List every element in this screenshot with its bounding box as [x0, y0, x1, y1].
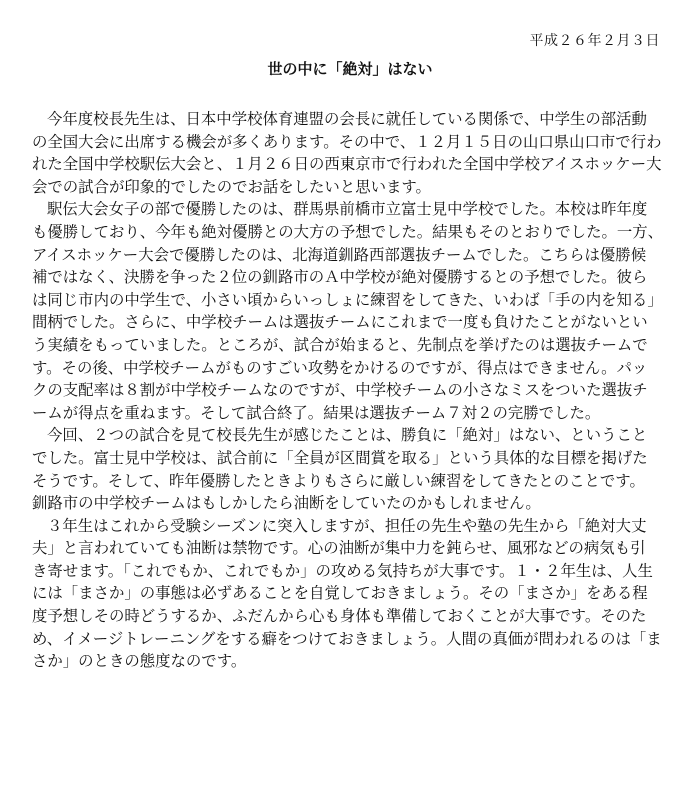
document-title: 世の中に「絶対」はない	[267, 60, 433, 78]
text-line: も優勝しており、今年も絶対優勝との大方の予想でした。結果もそのとおりでした。一方、	[32, 222, 664, 241]
paragraph-4	[32, 515, 672, 673]
text-line: 駅伝大会女子の部で優勝したのは、群馬県前橋市立富士見中学校でした。本校は昨年度	[47, 200, 648, 219]
paragraph-3	[32, 424, 672, 514]
text-line: アイスホッケー大会で優勝したのは、北海道釧路西部選抜チームでした。こちらは優勝候	[32, 245, 647, 264]
text-line: は同じ市内の中学生で、小さい頃からいっしょに練習をしてきた、いわば「手の内を知る」	[32, 290, 663, 309]
text-line: には「まさか」の事態は必ずあることを自覚しておきましょう。その「まさか」をある程	[32, 584, 648, 603]
text-line: ３年生はこれから受験シーズンに突入しますが、担任の先生や塾の先生から「絶対大丈	[47, 516, 647, 535]
text-line: そうです。そして、昨年優勝したときよりもさらに厳しい練習をしてきたとのことです。	[32, 471, 645, 490]
text-line: 度予想しその時どうするか、ふだんから心も身体も準備しておくことが大事です。そのた	[32, 607, 647, 626]
text-line: でした。富士見中学校は、試合前に「全員が区間賞を取る」という具体的な目標を掲げた	[32, 448, 648, 467]
text-line: き寄せます。「これでもか、これでもか」の攻める気持ちが大事です。１・２年生は、人生	[32, 561, 653, 580]
text-line: 補ではなく、決勝を争った２位の釧路市のＡ中学校が絶対優勝するとの予想でした。彼ら	[32, 268, 648, 287]
paragraph-1	[32, 108, 672, 198]
text-line: クの支配率は８割が中学校チームなのですが、中学校チームの小さなミスをついた選抜チ	[32, 381, 648, 400]
text-line: の全国大会に出席する機会が多くあります。その中で、１２月１５日の山口県山口市で行わ	[32, 132, 662, 151]
text-line: ームが得点を重ねます。そして試合終了。結果は選抜チーム７対２の完勝でした。	[32, 403, 601, 422]
text-line: 今年度校長先生は、日本中学校体育連盟の会長に就任している関係で、中学生の部活動	[47, 110, 647, 128]
text-line: う実績をもっていました。ところが、試合が始まると、先制点を挙げたのは選抜チームで	[32, 335, 648, 354]
text-line: す。その後、中学校チームがものすごい攻勢をかけるのですが、得点はできません。パッ	[32, 358, 648, 377]
text-line: れた全国中学校駅伝大会と、１月２６日の西東京市で行われた全国中学校アイスホッケー大	[32, 155, 662, 174]
text-line: さか」のときの態度なのです。	[32, 652, 247, 671]
text-line: 釧路市の中学校チームはもしかしたら油断をしていたのかもしれません。	[32, 494, 541, 513]
document-body	[32, 108, 672, 673]
paragraph-2	[32, 198, 672, 424]
text-line: 会での試合が印象的でしたのでお話をしたいと思います。	[32, 177, 431, 196]
text-line: 今回、２つの試合を見て校長先生が感じたことは、勝負に「絶対」はない、ということ	[47, 426, 648, 445]
text-line: 夫」と言われていても油断は禁物です。心の油断が集中力を鈍らせ、風邪などの病気も引	[32, 539, 646, 558]
text-line: 間柄でした。さらに、中学校チームは選抜チームにこれまで一度も負けたことがないとい	[32, 313, 648, 332]
text-line: め、イメージトレーニングをする癖をつけておきましょう。人間の真価が問われるのは「ま	[32, 629, 662, 648]
document-date: 平成２６年２月３日	[529, 33, 660, 49]
